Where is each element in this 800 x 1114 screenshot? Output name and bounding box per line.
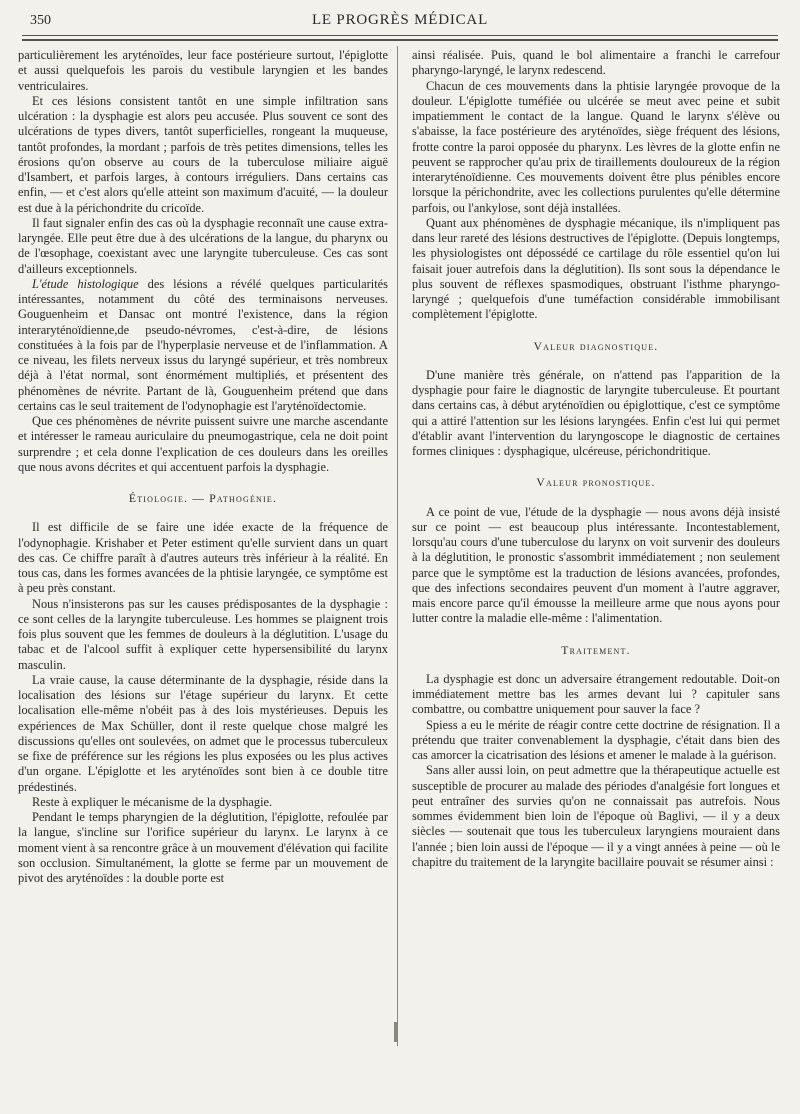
- paragraph: La dysphagie est donc un adversaire étrangement redoutable. Doit-on immédiatement mettre bas les armes devant lui ? capituler sans combattre, ou combattre uniquement pour sauver la face ?: [412, 671, 780, 717]
- page-header: [22, 10, 778, 32]
- section-heading-valeur-pronostique: Valeur pronostique.: [536, 476, 656, 490]
- right-column: [412, 48, 780, 870]
- left-column: [18, 48, 388, 886]
- section-heading-valeur-diagnostique: Valeur diagnostique.: [533, 339, 659, 353]
- section-heading-etiologie: Étiologie. — Pathogénie.: [128, 492, 278, 505]
- column-divider-mark: [394, 1022, 397, 1042]
- paragraph: Quant aux phénomènes de dysphagie mécanique, ils n'impliquent pas dans leur rareté des lésions destructives de l'épiglotte. (Depuis longtemps, les physiologistes ont dépossédé ce cartilage du rôle essentiel qu'on lui faisait jouer autrefois dans la déglutition). Ils sont sous la dépendance le plus souvent de réflexes spasmodiques, obstruant l'isthme pharyngo-laryngé ; quelquefois d'une tuméfaction considérable immobilisant complètement l'épiglotte.: [412, 215, 780, 322]
- paragraph-text: des lésions a révélé quelques particularités intéressantes, notamment du côté des terminaisons nerveuses. Gouguenheim et Dansac ont montré l'existence, dans la région interaryténoïdienne,de pseudo-névromes, c'est-à-dire, de lésions constituées à la fois par de l'hyperplasie nerveuse et de l'inflammation. A ce niveau, les filets nerveux issus du laryngé supérieur, et très nombreux déjà à l'état normal, sont énormément multipliés, et présentent des phénomènes de névrite. Partant de là, Gouguenheim prétend que dans certains cas le seul traitement de l'odynophagie est l'aryténoïdectomie.: [18, 276, 388, 413]
- paragraph: Sans aller aussi loin, on peut admettre que la thérapeutique actuelle est susceptible de procurer au malade des périodes d'analgésie fort longues et peut entraîner des survies qu'on ne connaissait pas autrefois. Nous sommes évidemment bien loin de l'époque où Baglivi, — il y a deux siècles — soutenait que tous les tuberculeux laryngiens mouraient dans l'année ; bien loin aussi de l'époque — il y a vingt années à peine — où le chapitre du traitement de la laryngite bacillaire pouvait se résumer ainsi :: [412, 763, 780, 869]
- paragraph: Reste à expliquer le mécanisme de la dysphagie.: [32, 794, 273, 809]
- paragraph: ainsi réalisée. Puis, quand le bol alimentaire a franchi le carrefour pharyngo-laryngé, le larynx redescend.: [412, 48, 780, 78]
- header-rule-top: [22, 35, 778, 36]
- column-divider: [397, 46, 398, 1046]
- paragraph: A ce point de vue, l'étude de la dysphagie — nous avons déjà insisté sur ce point — est beaucoup plus intéressante. Incontestablement, lorsqu'au cours d'une tuberculose du larynx on voit survenir des douleurs à la déglutition, le pronostic s'assombrit immédiatement ; non seulement parce que le symptôme est la traduction de lésions avancées, profondes, que des infections secondaires peuvent d'un moment à l'autre aggraver, mais encore parce qu'il émousse la meilleure arme que nous ayons pour lutter contre la maladie elle-même : l'alimentation.: [412, 504, 780, 626]
- paragraph: D'une manière très générale, on n'attend pas l'apparition de la dysphagie pour faire le diagnostic de laryngite tuberculeuse. Et pourtant dans certains cas, à début aryténoïdien ou épiglottique, c'est ce symptôme qui a attiré l'attention sur les lésions laryngées. Enfin c'est lui qui permet d'établir avant l'intervention du laryngoscope le diagnostic de certaines formes cliniques : dysphagique, ulcéreuse, périchondritique.: [412, 367, 780, 458]
- paragraph: Chacun de ces mouvements dans la phtisie laryngée provoque de la douleur. L'épiglotte tuméfiée ou ulcérée se meut avec peine et subit impatiemment le contact de la langue. Quand le larynx s'élève ou s'abaisse, la face postérieure des aryténoïdes, siège fréquent des lésions, frotte contre la paroi opposée du pharynx. Les lèvres de la glotte enfin ne peuvent se rapprocher qu'au prix de tiraillements douloureux de la région interaryténoïdienne. Ces mouvements doivent être plus pénibles encore lorsque la périchondrite, avec les collections purulentes qu'elle détermine parfois, ou l'ankylose, sont déjà installées.: [412, 78, 780, 215]
- paragraph: Spiess a eu le mérite de réagir contre cette doctrine de résignation. Il a prétendu que traiter convenablement la dysphagie, c'était dans bien des cas amorcer la cicatrisation des lésions et amener le malade à la guérison.: [412, 717, 780, 762]
- paragraph: Nous n'insisterons pas sur les causes prédisposantes de la dysphagie : ce sont celles de la laryngite tuberculeuse. Les hommes se plaignent trois fois plus souvent que les femmes de douleurs à la déglutition. L'usage du tabac et de l'alcool suffit à expliquer cette hypersensibilité du larynx masculin.: [18, 596, 388, 672]
- paragraph: Il est difficile de se faire une idée exacte de la fréquence de l'odynophagie. Krishaber et Peter estiment qu'elle survient dans un quart des cas. Ce chiffre paraît à d'autres auteurs très inférieur à la réalité. En tous cas, dans les formes avancées de la phtisie laryngée, ce symptôme est à peu près constant.: [18, 520, 388, 596]
- paragraph: Pendant le temps pharyngien de la déglutition, l'épiglotte, refoulée par la langue, s'incline sur l'orifice supérieur du larynx. Le larynx à ce moment vient à sa rencontre grâce à un mouvement d'élévation qui facilite son occlusion. Simultanément, la glotte se ferme par un mouvement de pivot des aryténoïdes : la double porte est: [18, 810, 388, 885]
- section-heading-traitement: Traitement.: [561, 643, 631, 657]
- paragraph: La vraie cause, la cause déterminante de la dysphagie, réside dans la localisation des lésions sur l'étage supérieur du larynx. Et cette localisation elle-même n'obéit pas à des lois mystérieuses. Depuis les expériences de Max Schüller, dont il reste quelque chose malgré les discussions qu'elles ont soulevées, on admet que le processus tuberculeux se fixe de préférence sur les régions les plus exposées ou les plus actives d'un organe. L'épiglotte et les aryténoïdes sont bien à ce double titre prédestinés.: [18, 672, 388, 794]
- running-title: LE PROGRÈS MÉDICAL: [311, 12, 489, 28]
- italic-phrase: L'étude histologique: [32, 276, 139, 291]
- page-number: 350: [30, 13, 51, 28]
- paragraph: particulièrement les aryténoïdes, leur face postérieure surtout, l'épiglotte et aussi quelquefois les parois du vestibule laryngien et les bandes ventriculaires.: [18, 48, 388, 93]
- paragraph: Que ces phénomènes de névrite puissent suivre une marche ascendante et intéresser le rameau auriculaire du pneumogastrique, cela ne doit point surprendre ; et cela donne l'explication de ces douleurs dans les oreilles que nous avons décrites et qui accentuent parfois la dysphagie.: [18, 414, 388, 474]
- paragraph: Et ces lésions consistent tantôt en une simple infiltration sans ulcération : la dysphagie est alors peu accusée. Plus souvent ce sont des ulcérations de types divers, tantôt superficielles, rongeant la muqueuse, tantôt profondes, la mordant ; parfois de très petites dimensions, telles les érosions qu'on observe au cours de la tuberculose miliaire aiguë d'Isambert, et parfois larges, à contours irréguliers. Dans certains cas enfin, — et c'est alors qu'elle atteint son maximum d'acuité, — la douleur est due à la périchondrite du cricoïde.: [18, 93, 388, 215]
- paragraph: [18, 277, 388, 414]
- header-rule-bottom: [22, 39, 778, 41]
- paragraph: Il faut signaler enfin des cas où la dysphagie reconnaît une cause extra-laryngée. Elle peut être due à des ulcérations de la langue, du pharynx ou de l'œsophage, coexistant avec une laryngite tuberculeuse. Ces cas sont d'ailleurs exceptionnels.: [18, 215, 388, 276]
